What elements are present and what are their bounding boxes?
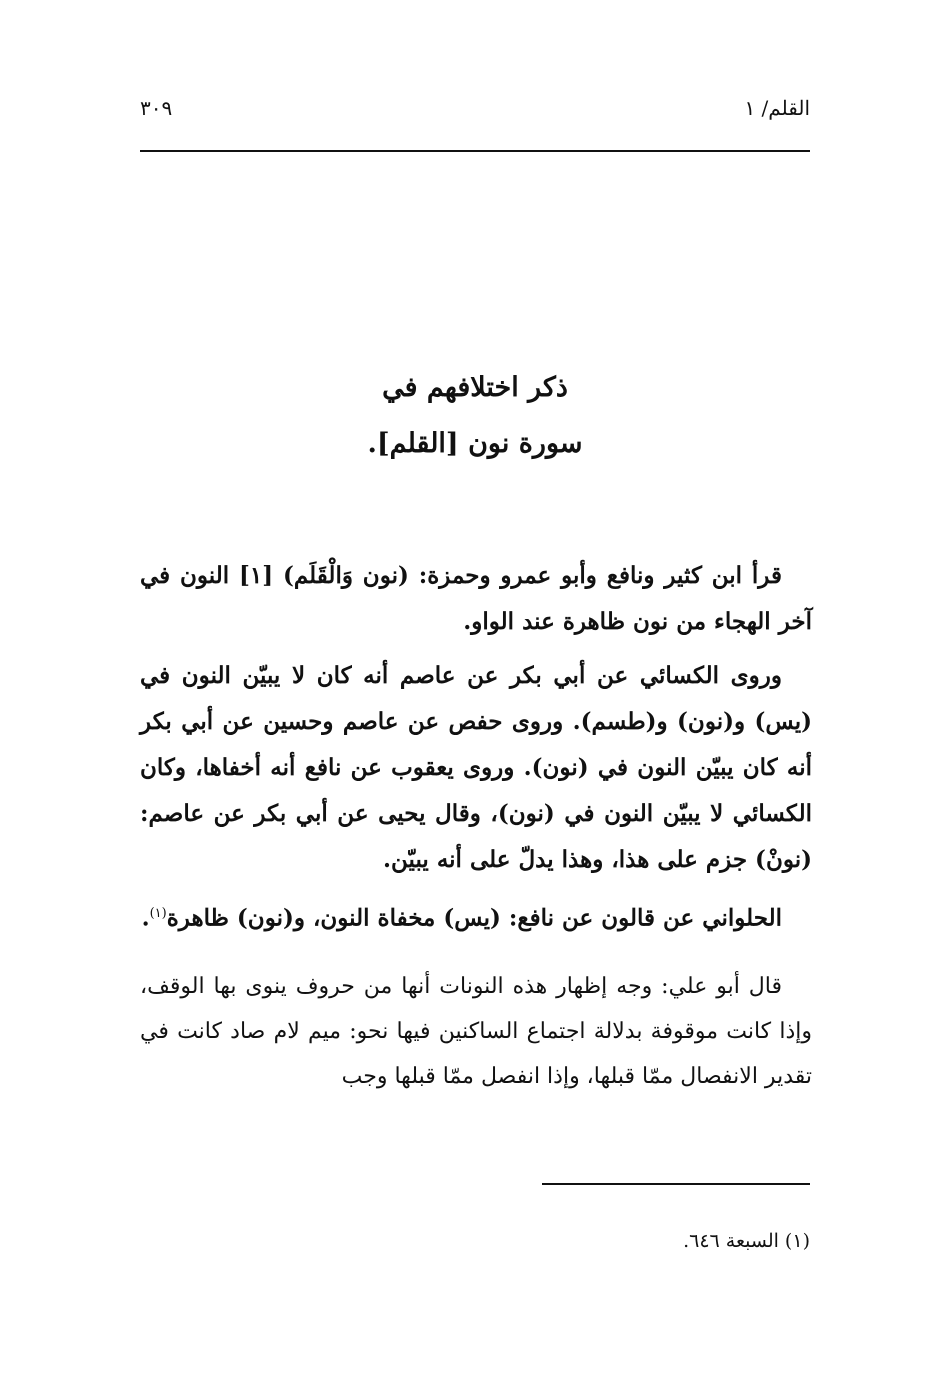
running-header (140, 96, 810, 136)
page-number: ٣٠٩ (140, 96, 173, 120)
footnote-rule (542, 1183, 810, 1185)
chapter-heading-line-2: سورة نون [القلم]. (367, 428, 583, 459)
body-text (140, 553, 812, 1099)
paragraph-1: قرأ ابن كثير ونافع وأبو عمرو وحمزة: (نون وَالْقَلَم) [١] النون في آخر الهجاء من نون ظاهرة عند الواو. (140, 562, 812, 635)
paragraph-3-text: الحلواني عن قالون عن نافع: (يس) مخفاة النون، و(نون) ظاهرة (166, 904, 782, 932)
chapter-heading (140, 360, 810, 472)
chapter-heading-line-1: ذكر اختلافهم في (382, 372, 568, 403)
paragraph-2: وروى الكسائي عن أبي بكر عن عاصم أنه كان لا يبيّن النون في (يس) و(نون) و(طسم). وروى حفص عن عاصم وحسين عن أبي بكر أنه كان يبيّن النون في (نون). وروى يعقوب عن نافع أنه أخفاها، وكان الكسائي لا يبيّن النون في (نون)، وقال يحيى عن أبي بكر عن عاصم: (نونْ) جزم على هذا، وهذا يدلّ على أنه يبيّن. (140, 662, 812, 873)
running-title: القلم/ ١ (744, 96, 810, 120)
footnote-reference: (١) (149, 906, 167, 921)
paragraph-4: قال أبو علي: وجه إظهار هذه النونات أنها من حروف ينوى بها الوقف، وإذا كانت موقوفة بدلالة اجتماع الساكنين فيها نحو: ميم لام صاد كانت في تقدير الانفصال ممّا قبلها، وإذا انفصل ممّا قبلها وجب (140, 973, 812, 1089)
footnote: (١) السبعة ٦٤٦. (683, 1230, 810, 1252)
paragraph-3-end: . (141, 904, 150, 932)
header-rule (140, 150, 810, 152)
paragraph-3 (140, 891, 812, 942)
